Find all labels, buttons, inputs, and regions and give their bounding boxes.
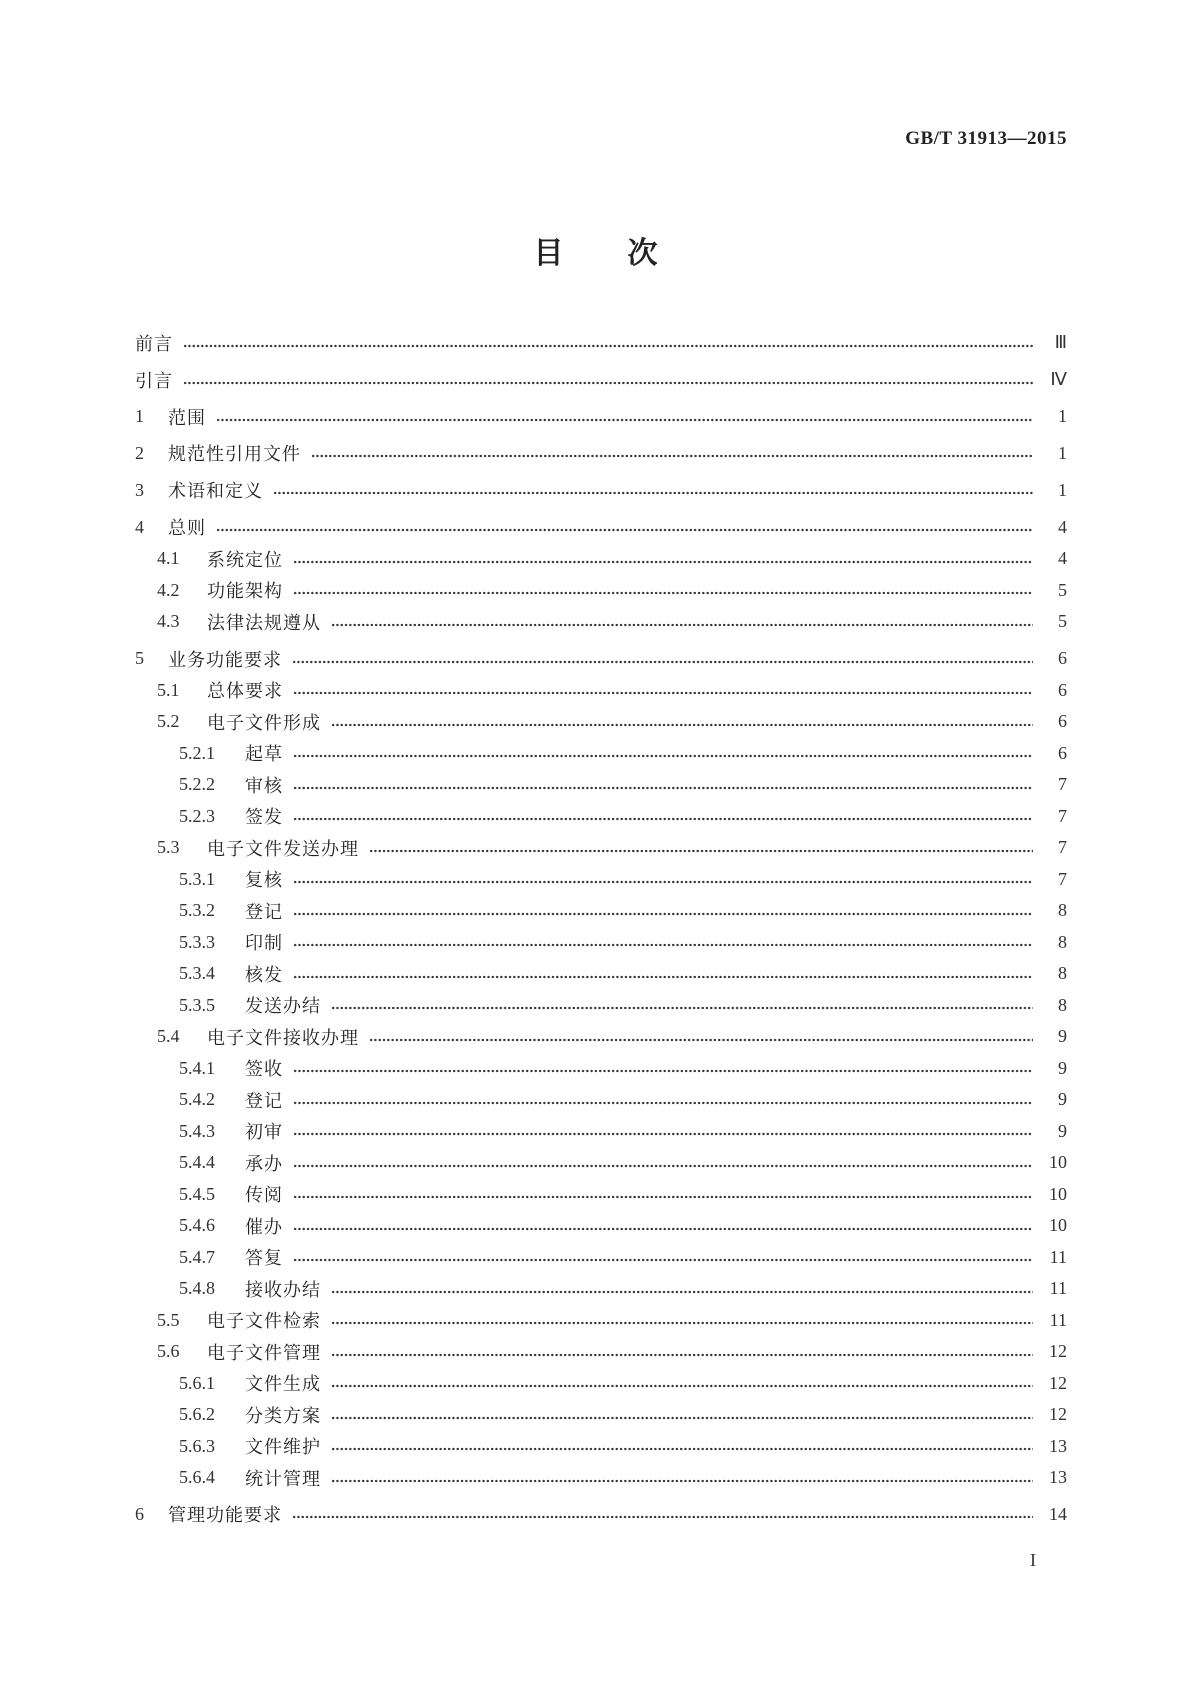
toc-entry-number: 5.4.3 xyxy=(179,1120,215,1141)
toc-entry-title: 电子文件管理 xyxy=(207,1342,321,1364)
toc-entry-page: 12 xyxy=(1049,1341,1067,1362)
toc-entry-page: 7 xyxy=(1058,837,1067,858)
toc-entry-title: 管理功能要求 xyxy=(168,1505,282,1527)
toc-entry-page: 4 xyxy=(1058,516,1067,537)
toc-entry-title: 统计管理 xyxy=(245,1468,321,1490)
page-number: I xyxy=(1030,1550,1036,1570)
toc-entry-number: 5.4.5 xyxy=(179,1183,215,1204)
toc-entry[interactable] xyxy=(135,511,1067,543)
toc-entry-number: 5.6.3 xyxy=(179,1435,215,1456)
dot-leader xyxy=(183,381,1033,385)
toc-entry[interactable] xyxy=(135,1052,1067,1084)
toc-entry-number: 5.3.2 xyxy=(179,900,215,921)
toc-entry-page: 6 xyxy=(1058,742,1067,763)
toc-entry[interactable] xyxy=(135,706,1067,738)
toc-entry-title: 前言 xyxy=(135,333,173,355)
toc-entry-number: 5.4 xyxy=(157,1026,180,1047)
toc-entry-number: 5.6.1 xyxy=(179,1372,215,1393)
toc-entry-title: 业务功能要求 xyxy=(168,649,282,671)
toc-entry-page: 5 xyxy=(1058,611,1067,632)
dot-leader xyxy=(183,344,1033,348)
toc-entry[interactable] xyxy=(135,737,1067,769)
toc-entry-page: 11 xyxy=(1049,1278,1067,1299)
toc-entry-title: 功能架构 xyxy=(207,581,283,603)
toc-entry-page: 8 xyxy=(1058,994,1067,1015)
dot-leader xyxy=(293,817,1033,821)
toc-entry-page: 9 xyxy=(1058,1089,1067,1110)
toc-entry[interactable] xyxy=(135,863,1067,895)
toc-entry-title: 电子文件发送办理 xyxy=(207,838,359,860)
toc-entry[interactable] xyxy=(135,543,1067,575)
toc-entry[interactable] xyxy=(135,1304,1067,1336)
toc-entry-number: 4.3 xyxy=(157,611,180,632)
toc-entry-title: 印制 xyxy=(245,933,283,955)
toc-entry-title: 文件维护 xyxy=(245,1437,321,1459)
toc-entry-title: 总体要求 xyxy=(207,681,283,703)
toc-entry[interactable] xyxy=(135,674,1067,706)
toc-entry-title: 签发 xyxy=(245,807,283,829)
toc-entry-page: 10 xyxy=(1049,1183,1067,1204)
toc-entry-title: 接收办结 xyxy=(245,1279,321,1301)
dot-leader xyxy=(293,1132,1033,1136)
toc-entry-page: 1 xyxy=(1058,479,1067,500)
title-char-1: 目 xyxy=(533,236,564,271)
toc-entry-number: 5 xyxy=(135,648,144,669)
dot-leader xyxy=(331,1290,1033,1294)
toc-entry[interactable] xyxy=(135,574,1067,606)
toc-entry-title: 发送办结 xyxy=(245,996,321,1018)
dot-leader xyxy=(293,975,1033,979)
toc-entry-number: 5.6.4 xyxy=(179,1467,215,1488)
toc-entry-title: 分类方案 xyxy=(245,1405,321,1427)
toc-entry[interactable] xyxy=(135,1367,1067,1399)
toc-entry-number: 5.2 xyxy=(157,711,180,732)
toc-entry-title: 初审 xyxy=(245,1122,283,1144)
toc-entry[interactable] xyxy=(135,327,1067,359)
dot-leader xyxy=(293,912,1033,916)
toc-entry-number: 5.2.2 xyxy=(179,774,215,795)
title-char-2: 次 xyxy=(627,236,658,271)
dot-leader xyxy=(293,691,1033,695)
toc-entry[interactable] xyxy=(135,1147,1067,1179)
toc-entry[interactable] xyxy=(135,643,1067,675)
toc-entry-number: 2 xyxy=(135,442,144,463)
toc-entry-page: 13 xyxy=(1049,1435,1067,1456)
toc-entry-page: 1 xyxy=(1058,406,1067,427)
toc-entry-number: 5.4.8 xyxy=(179,1278,215,1299)
toc-entry-number: 5.4.2 xyxy=(179,1089,215,1110)
toc-entry-page: 10 xyxy=(1049,1152,1067,1173)
dot-leader xyxy=(293,1164,1033,1168)
toc-entry-title: 承办 xyxy=(245,1153,283,1175)
dot-leader xyxy=(311,454,1033,458)
toc-entry-page: 8 xyxy=(1058,900,1067,921)
toc-entry-number: 5.2.1 xyxy=(179,742,215,763)
toc-entry-number: 5.2.3 xyxy=(179,805,215,826)
toc-entry[interactable] xyxy=(135,989,1067,1021)
dot-leader xyxy=(293,1195,1033,1199)
dot-leader xyxy=(293,1258,1033,1262)
toc-entry-page: 8 xyxy=(1058,963,1067,984)
toc-entry-number: 6 xyxy=(135,1503,144,1524)
dot-leader xyxy=(331,623,1033,627)
toc-entry-number: 5.3.4 xyxy=(179,963,215,984)
toc-entry-page: 7 xyxy=(1058,868,1067,889)
toc-entry-page: 12 xyxy=(1049,1372,1067,1393)
toc-entry[interactable] xyxy=(135,1178,1067,1210)
dot-leader xyxy=(369,1038,1033,1042)
toc-entry[interactable] xyxy=(135,475,1067,507)
toc-entry[interactable] xyxy=(135,1462,1067,1494)
dot-leader xyxy=(331,1321,1033,1325)
dot-leader xyxy=(293,1069,1033,1073)
dot-leader xyxy=(293,591,1033,595)
toc-entry-page: 9 xyxy=(1058,1026,1067,1047)
toc-entry-number: 5.6.2 xyxy=(179,1404,215,1425)
toc-entry-title: 传阅 xyxy=(245,1185,283,1207)
toc-entry-title: 电子文件接收办理 xyxy=(207,1027,359,1049)
toc-entry-page: 5 xyxy=(1058,579,1067,600)
dot-leader xyxy=(216,418,1033,422)
toc-entry-page: 4 xyxy=(1058,548,1067,569)
toc-entry-page: 11 xyxy=(1049,1309,1067,1330)
toc-entry-number: 5.4.4 xyxy=(179,1152,215,1173)
toc-entry-number: 1 xyxy=(135,406,144,427)
toc-entry-page: 9 xyxy=(1058,1057,1067,1078)
toc-entry-number: 5.5 xyxy=(157,1309,180,1330)
toc-entry-title: 规范性引用文件 xyxy=(168,444,301,466)
dot-leader xyxy=(292,1515,1033,1519)
toc-entry[interactable] xyxy=(135,1021,1067,1053)
toc-entry-number: 4.1 xyxy=(157,548,180,569)
toc-entry[interactable] xyxy=(135,364,1067,396)
toc-entry-page: 13 xyxy=(1049,1467,1067,1488)
dot-leader xyxy=(331,1384,1033,1388)
toc-entry[interactable] xyxy=(135,1273,1067,1305)
toc-entry-page: 11 xyxy=(1049,1246,1067,1267)
toc-entry-title: 签收 xyxy=(245,1059,283,1081)
toc-entry-title: 登记 xyxy=(245,1090,283,1112)
toc-entry-number: 5.3.1 xyxy=(179,868,215,889)
toc-entry[interactable] xyxy=(135,1399,1067,1431)
toc-entry-number: 5.3.3 xyxy=(179,931,215,952)
toc-entry-title: 范围 xyxy=(168,407,206,429)
dot-leader xyxy=(331,1447,1033,1451)
toc-entry-title: 文件生成 xyxy=(245,1374,321,1396)
dot-leader xyxy=(216,528,1033,532)
dot-leader xyxy=(331,1479,1033,1483)
toc-entry-title: 登记 xyxy=(245,901,283,923)
toc-entry-title: 电子文件检索 xyxy=(207,1311,321,1333)
toc-entry-title: 法律法规遵从 xyxy=(207,612,321,634)
toc-entry-title: 答复 xyxy=(245,1248,283,1270)
toc-entry-number: 5.3 xyxy=(157,837,180,858)
toc-entry-number: 4.2 xyxy=(157,579,180,600)
toc-entry[interactable] xyxy=(135,958,1067,990)
toc-entry-title: 引言 xyxy=(135,370,173,392)
toc-entry-page: 6 xyxy=(1058,648,1067,669)
dot-leader xyxy=(293,754,1033,758)
toc-entry[interactable] xyxy=(135,832,1067,864)
dot-leader xyxy=(292,660,1033,664)
toc-entry-number: 5.4.7 xyxy=(179,1246,215,1267)
toc-entry-number: 3 xyxy=(135,479,144,500)
toc-entry-title: 总则 xyxy=(168,518,206,540)
toc-entry-page: 6 xyxy=(1058,679,1067,700)
toc-entry-number: 5.4.6 xyxy=(179,1215,215,1236)
toc-entry[interactable] xyxy=(135,401,1067,433)
toc-entry-title: 电子文件形成 xyxy=(207,712,321,734)
toc-entry-page: 14 xyxy=(1049,1503,1067,1524)
dot-leader xyxy=(331,1353,1033,1357)
toc-entry-title: 起草 xyxy=(245,744,283,766)
toc-entry-title: 复核 xyxy=(245,870,283,892)
toc-entry-page: 12 xyxy=(1049,1404,1067,1425)
toc-entry[interactable] xyxy=(135,1499,1067,1531)
toc-entry-page: 6 xyxy=(1058,711,1067,732)
dot-leader xyxy=(273,491,1033,495)
toc-entry-page: 7 xyxy=(1058,805,1067,826)
dot-leader xyxy=(331,723,1033,727)
dot-leader xyxy=(293,1227,1033,1231)
dot-leader xyxy=(293,943,1033,947)
dot-leader xyxy=(293,1101,1033,1105)
toc-entry-title: 审核 xyxy=(245,775,283,797)
toc-entry[interactable] xyxy=(135,895,1067,927)
page-title xyxy=(0,228,1191,272)
toc-entry[interactable] xyxy=(135,1115,1067,1147)
toc-entry-page: 7 xyxy=(1058,774,1067,795)
toc-entry-title: 术语和定义 xyxy=(168,481,263,503)
toc-entry-title: 系统定位 xyxy=(207,549,283,571)
toc-entry-page: Ⅳ xyxy=(1050,369,1067,390)
dot-leader xyxy=(293,880,1033,884)
dot-leader xyxy=(293,560,1033,564)
toc-entry[interactable] xyxy=(135,1084,1067,1116)
toc-entry-number: 5.6 xyxy=(157,1341,180,1362)
toc-entry-page: 8 xyxy=(1058,931,1067,952)
toc-entry-number: 5.3.5 xyxy=(179,994,215,1015)
toc-entry-page: Ⅲ xyxy=(1054,332,1067,353)
toc-entry[interactable] xyxy=(135,606,1067,638)
toc-entry[interactable] xyxy=(135,1241,1067,1273)
toc-entry[interactable] xyxy=(135,1210,1067,1242)
toc-entry-number: 5.1 xyxy=(157,679,180,700)
toc-entry[interactable] xyxy=(135,769,1067,801)
toc-entry-title: 核发 xyxy=(245,964,283,986)
table-of-contents xyxy=(135,327,1067,1530)
dot-leader xyxy=(369,849,1033,853)
toc-entry-page: 10 xyxy=(1049,1215,1067,1236)
standard-code: GB/T 31913—2015 xyxy=(905,128,1067,149)
dot-leader xyxy=(331,1416,1033,1420)
toc-entry[interactable] xyxy=(135,926,1067,958)
toc-entry-number: 5.4.1 xyxy=(179,1057,215,1078)
dot-leader xyxy=(293,786,1033,790)
toc-entry-page: 1 xyxy=(1058,442,1067,463)
toc-entry-page: 9 xyxy=(1058,1120,1067,1141)
toc-entry-title: 催办 xyxy=(245,1216,283,1238)
toc-entry[interactable] xyxy=(135,438,1067,470)
toc-entry[interactable] xyxy=(135,1336,1067,1368)
toc-entry[interactable] xyxy=(135,800,1067,832)
toc-entry[interactable] xyxy=(135,1430,1067,1462)
dot-leader xyxy=(331,1006,1033,1010)
toc-entry-number: 4 xyxy=(135,516,144,537)
